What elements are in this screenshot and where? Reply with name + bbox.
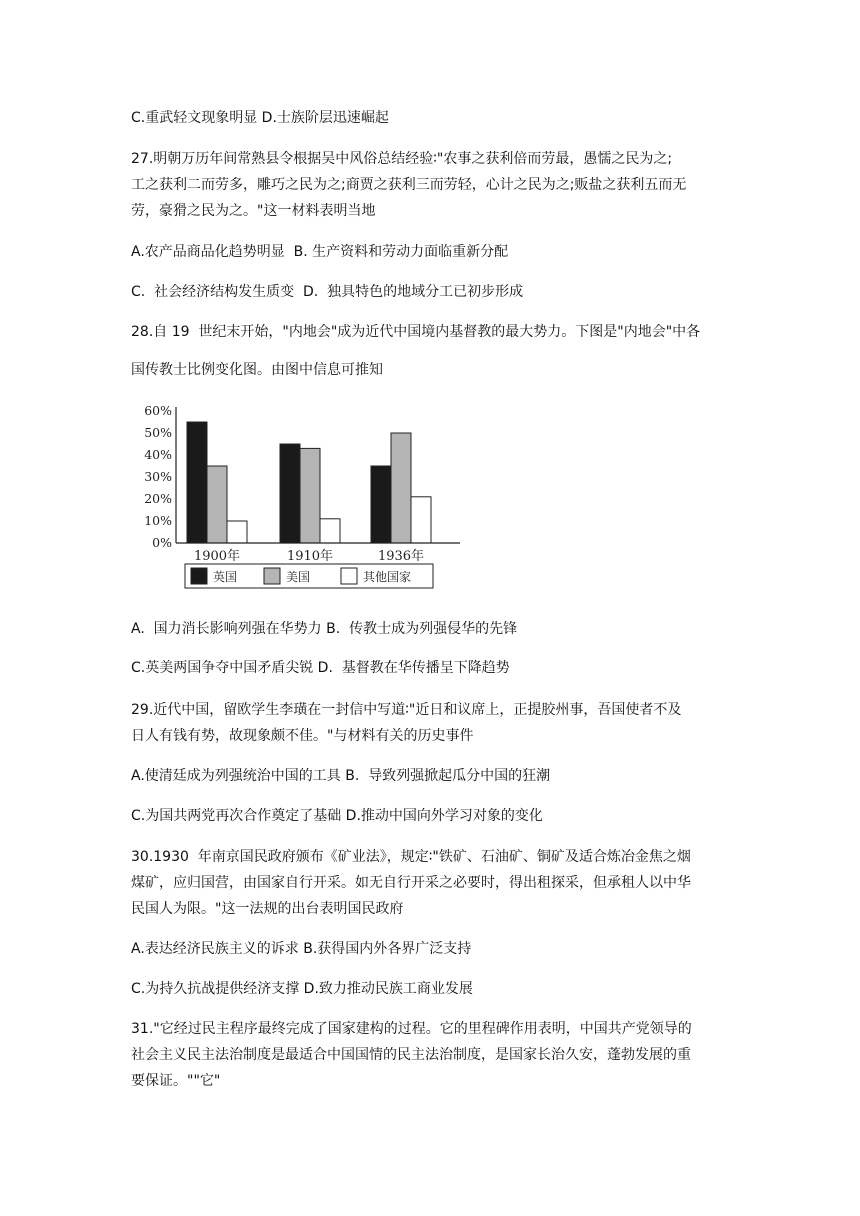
- option-line-30-ab: A.表达经济民族主义的诉求 B.获得国内外各界广泛支持: [131, 941, 472, 957]
- y-tick-label: 50%: [144, 425, 172, 440]
- question-29-line-2: 日人有钱有势，故现象颇不佳。"与材料有关的历史事件: [131, 728, 474, 744]
- question-28-line-1: 28.自 19 世纪末开始，"内地会"成为近代中国境内基督教的最大势力。下图是"内地会"中各: [131, 324, 701, 340]
- bar: [207, 466, 227, 543]
- bar: [300, 448, 320, 543]
- question-31-line-1: 31."它经过民主程序最终完成了国家建构的过程。它的里程碑作用表明，中国共产党领导的: [131, 1021, 692, 1037]
- y-tick-label: 0%: [152, 535, 172, 550]
- y-tick-label: 20%: [144, 491, 172, 506]
- option-line-27-cd: C. 社会经济结构发生质变 D. 独具特色的地域分工已初步形成: [131, 284, 524, 300]
- x-category-label: 1936年: [377, 549, 425, 564]
- question-29-line-1: 29.近代中国，留欧学生李璜在一封信中写道∶"近日和议席上，正提胶州事，吾国使者不及: [131, 702, 682, 718]
- option-line-29-cd: C.为国共两党再次合作奠定了基础 D.推动中国向外学习对象的变化: [131, 808, 543, 824]
- x-category-label: 1900年: [193, 549, 241, 564]
- option-line-26-cd: C.重武轻文现象明显 D.士族阶层迅速崛起: [131, 110, 389, 126]
- bar: [411, 497, 431, 543]
- question-28-line-2: 国传教士比例变化图。由图中信息可推知: [131, 362, 383, 378]
- question-30-line-1: 30.1930 年南京国民政府颁布《矿业法》，规定∶"铁矿、石油矿、铜矿及适合炼冶金焦之烟: [131, 849, 691, 865]
- bar: [227, 521, 247, 543]
- legend-label: 英国: [213, 570, 238, 584]
- question-31-line-3: 要保证。""它": [131, 1073, 221, 1089]
- legend-swatch: [191, 568, 207, 584]
- option-line-28-ab: A. 国力消长影响列强在华势力 B. 传教士成为列强侵华的先锋: [131, 621, 518, 637]
- option-line-29-ab: A.使清廷成为列强统治中国的工具 B. 导致列强掀起瓜分中国的狂潮: [131, 768, 551, 784]
- bar: [371, 466, 391, 543]
- bar: [280, 444, 300, 543]
- question-27-line-1: 27.明朝万历年间常熟县令根据吴中风俗总结经验∶"农事之获利倍而劳最，愚懦之民为之;: [131, 151, 673, 167]
- y-tick-label: 10%: [144, 513, 172, 528]
- y-tick-label: 60%: [144, 403, 172, 418]
- y-tick-label: 40%: [144, 447, 172, 462]
- option-line-27-ab: A.农产品商品化趋势明显 B. 生产资料和劳动力面临重新分配: [131, 244, 509, 260]
- x-category-label: 1910年: [286, 549, 334, 564]
- legend-swatch: [264, 568, 280, 584]
- y-tick-label: 30%: [144, 469, 172, 484]
- option-line-28-cd: C.英美两国争夺中国矛盾尖锐 D. 基督教在华传播呈下降趋势: [131, 660, 510, 676]
- missionary-ratio-chart: [134, 398, 464, 596]
- option-line-30-cd: C.为持久抗战提供经济支撑 D.致力推动民族工商业发展: [131, 981, 473, 997]
- bar: [187, 422, 207, 543]
- question-27-line-2: 工之获利二而劳多，雕巧之民为之;商贾之获利三而劳轻，心计之民为之;贩盐之获利五而无: [131, 177, 687, 193]
- question-27-line-3: 劳，豪猾之民为之。"这一材料表明当地: [131, 203, 376, 219]
- bar-chart-svg: [134, 398, 464, 596]
- bar: [320, 519, 340, 543]
- legend-label: 其他国家: [363, 570, 412, 584]
- legend-swatch: [341, 568, 357, 584]
- bar: [391, 433, 411, 543]
- legend-label: 美国: [286, 570, 311, 584]
- question-31-line-2: 社会主义民主法治制度是最适合中国国情的民主法治制度，是国家长治久安，蓬勃发展的重: [131, 1047, 691, 1063]
- question-30-line-2: 煤矿，应归国营，由国家自行开采。如无自行开采之必要时，得出租探采，但承租人以中华: [131, 875, 691, 891]
- question-30-line-3: 民国人为限。"这一法规的出台表明国民政府: [131, 901, 404, 917]
